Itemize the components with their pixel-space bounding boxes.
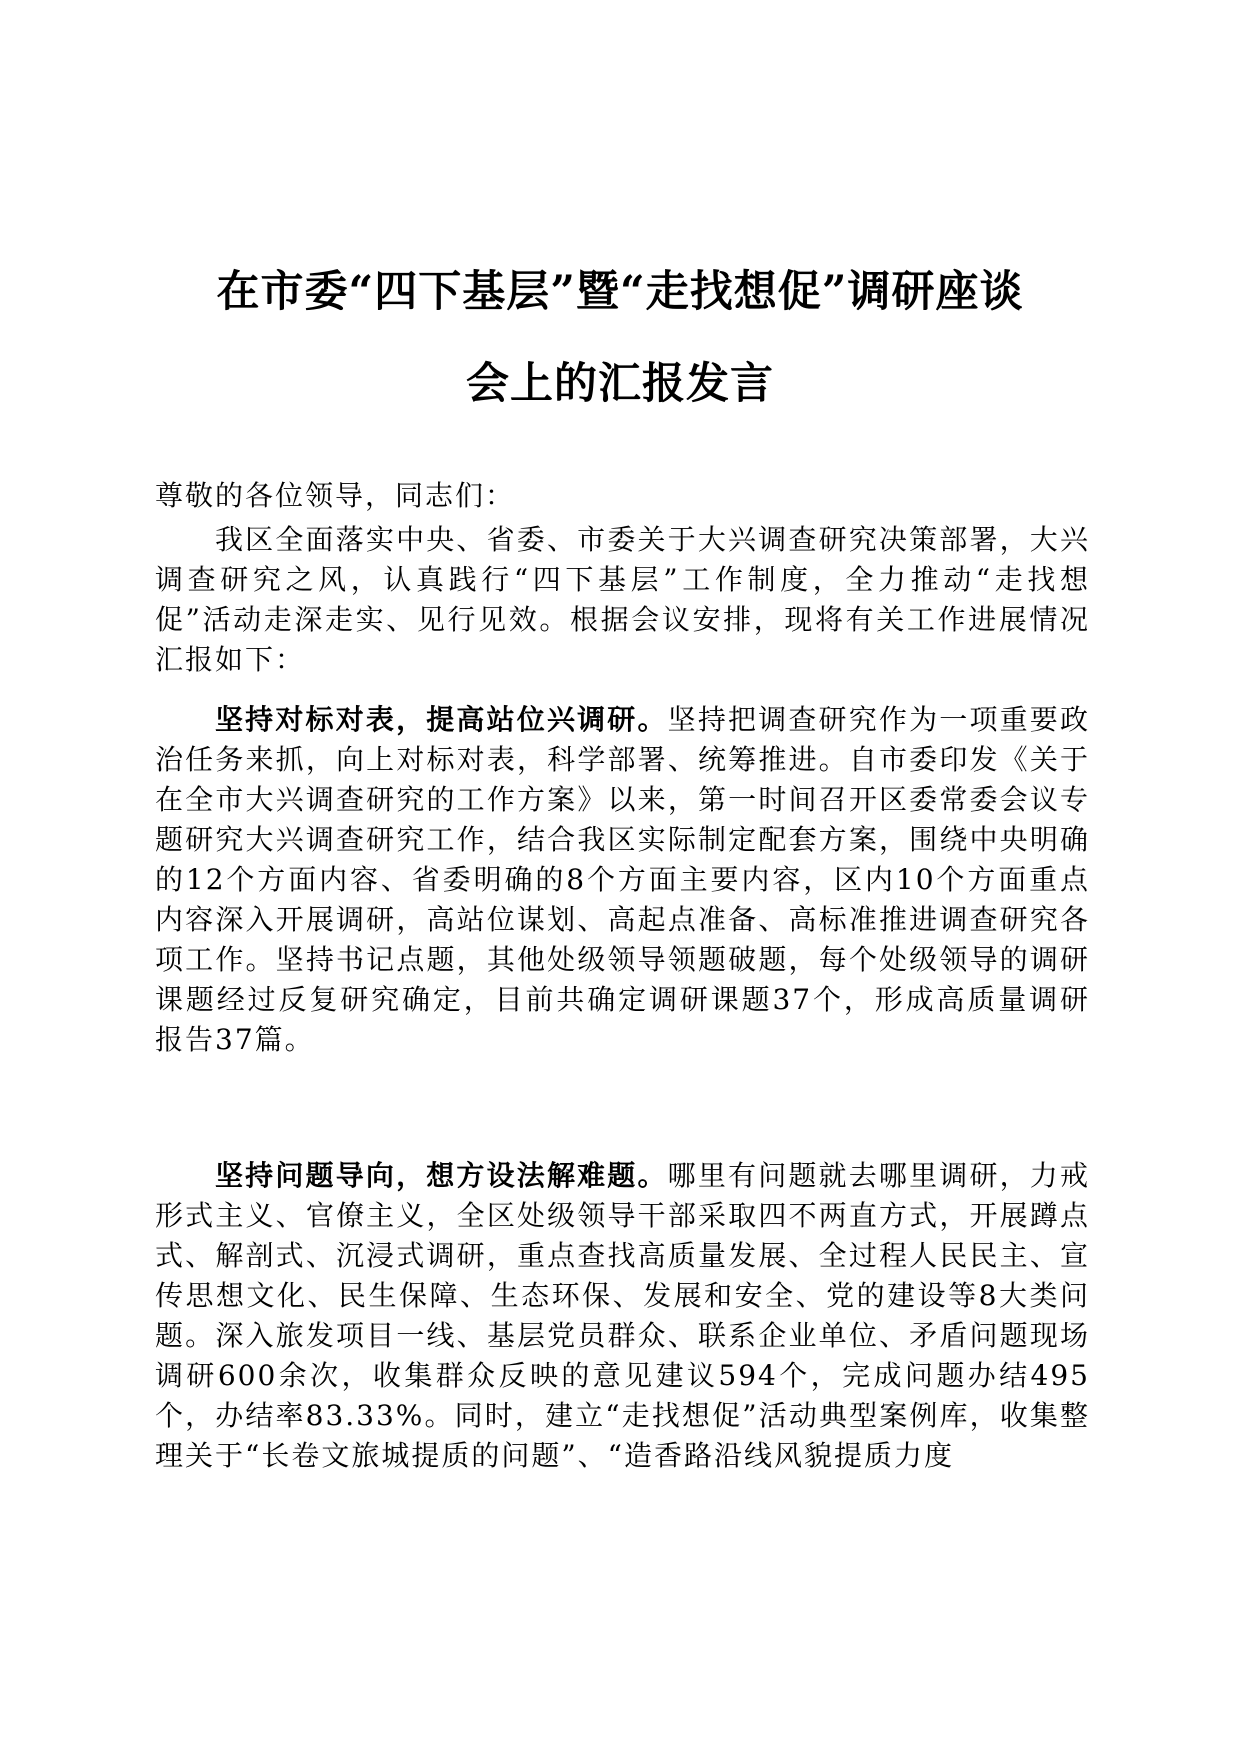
paragraph-problem-oriented xyxy=(155,1156,1090,1476)
paragraph-text: 我区全面落实中央、省委、市委关于大兴调查研究决策部署，大兴调查研究之风，认真践行“四下基层”工作制度，全力推动“走找想促”活动走深走实、见行见效。根据会议安排，现将有关工作进展情况汇报如下： xyxy=(155,523,1090,676)
paragraph-text: 坚持把调查研究作为一项重要政治任务来抓，向上对标对表，科学部署、统筹推进。自市委印发《关于在全市大兴调查研究的工作方案》以来，第一时间召开区委常委会议专题研究大兴调查研究工作，结合我区实际制定配套方案，围绕中央明确的12个方面内容、省委明确的8个方面主要内容，区内10个方面重点内容深入开展调研，高站位谋划、高起点准备、高标准推进调查研究各项工作。坚持书记点题，其他处级领导领题破题，每个处级领导的调研课题经过反复研究确定，目前共确定调研课题37个，形成高质量调研报告37篇。 xyxy=(155,703,1090,1056)
salutation: 尊敬的各位领导，同志们： xyxy=(155,479,516,512)
paragraph-benchmark xyxy=(155,700,1090,1060)
paragraph-lead-heading: 坚持对标对表，提高站位兴调研。 xyxy=(215,703,668,736)
paragraph-text: 哪里有问题就去哪里调研，力戒形式主义、官僚主义，全区处级领导干部采取四不两直方式，开展蹲点式、解剖式、沉浸式调研，重点查找高质量发展、全过程人民民主、宣传思想文化、民生保障、生态环保、发展和安全、党的建设等8大类问题。深入旅发项目一线、基层党员群众、联系企业单位、矛盾问题现场调研600余次，收集群众反映的意见建议594个，完成问题办结495个，办结率83.33%。同时，建立“走找想促”活动典型案例库，收集整理关于“长卷文旅城提质的问题”、“造香路沿线风貌提质力度 xyxy=(155,1159,1090,1472)
title-line-2: 会上的汇报发言 xyxy=(466,359,774,409)
title-line-1: 在市委“四下基层”暨“走找想促”调研座谈 xyxy=(216,267,1024,317)
paragraph-intro xyxy=(155,520,1090,680)
paragraph-lead-heading: 坚持问题导向，想方设法解难题。 xyxy=(215,1159,668,1192)
